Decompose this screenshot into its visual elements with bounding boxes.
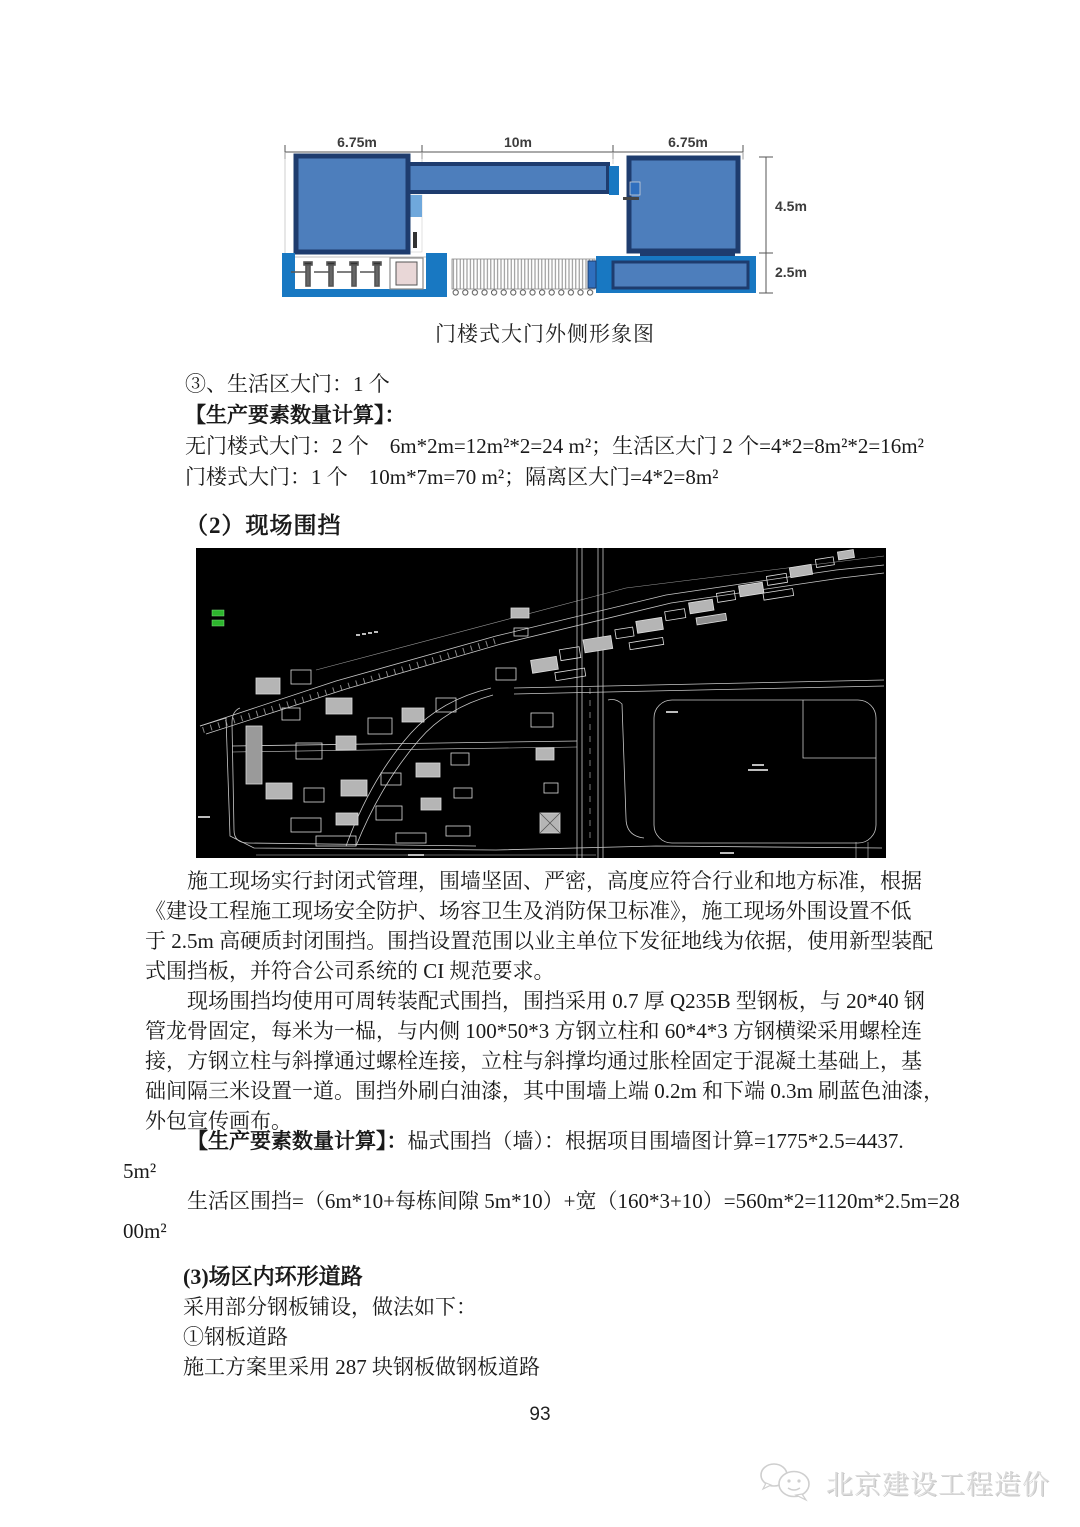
gate-quantity-block (145, 369, 1005, 493)
calc-continuation: 00m² (123, 1219, 167, 1243)
left-billboard (296, 156, 408, 252)
left-lower-base (282, 289, 442, 297)
paragraph-line: 管龙骨固定，每米为一榀，与内侧 100*50*3 方钢立柱和 60*4*3 方钢横梁采用螺栓连 (145, 1019, 922, 1043)
fence-calc-block (123, 1126, 1005, 1246)
fence-para-1 (145, 866, 1005, 986)
calc-line: 生活区围挡=（6m*10+每栋间隙 5m*10）+宽（160*3+10）=560m*2=1120m*2.5m=28 (187, 1189, 960, 1213)
list-item-3: ③、生活区大门：1 个 (185, 372, 390, 396)
fence-para-2 (145, 986, 1005, 1136)
dim-label-lower-height: 2.5m (775, 264, 807, 280)
dim-label-middle-width: 10m (503, 134, 533, 150)
small-sign (630, 182, 640, 195)
dim-label-left-width: 6.75m (337, 134, 377, 150)
calc-title: 【生产要素数量计算】： (187, 1129, 408, 1153)
watermark-text: 北京建设工程造价 (826, 1469, 1050, 1500)
paragraph-line: 外包宣传画布。 (145, 1109, 292, 1133)
dim-label-right-width: 6.75m (668, 134, 708, 150)
figure-caption: 门楼式大门外侧形象图 (435, 322, 655, 346)
gate-opening-sky (409, 195, 422, 217)
gate-elevation-drawing (280, 128, 810, 310)
paragraph-line: 础间隔三米设置一道。围挡外刷白油漆，其中围墙上端 0.2m 和下端 0.3m 刷蓝色油漆， (145, 1079, 945, 1103)
gate-wheels (452, 288, 595, 297)
paragraph-line: 式围挡板，并符合公司系统的 CI 规范要求。 (145, 959, 555, 983)
gate-beam-endcap (609, 166, 619, 195)
gate-opening-figure (413, 232, 417, 248)
watermark (758, 1458, 1050, 1506)
gate-end-post (588, 261, 596, 288)
paragraph-line: 采用部分钢板铺设，做法如下： (183, 1295, 477, 1319)
paragraph-line: ①钢板道路 (183, 1325, 288, 1349)
paragraph-line: 施工现场实行封闭式管理，围墙坚固、严密，高度应符合行业和地方标准，根据 (187, 869, 922, 893)
calc-line: 门楼式大门：1 个 10m*7m=70 m²；隔离区大门=4*2=8m² (185, 465, 719, 489)
site-plan-drawing (196, 548, 886, 858)
calc-line (145, 1126, 1005, 1156)
paragraph-line: 接，方钢立柱与斜撑通过螺栓连接，立柱与斜撑均通过胀栓固定于混凝土基础上，基 (145, 1049, 922, 1073)
paragraph-line: 《建设工程施工现场安全防护、场容卫生及消防保卫标准》，施工现场外围设置不低 (145, 899, 912, 923)
small-sign-marks (623, 197, 639, 200)
mid-pillar (426, 253, 447, 297)
right-billboard (629, 158, 738, 251)
paragraph-line: 施工方案里采用 287 块钢板做钢板道路 (183, 1355, 540, 1379)
road-section-block (145, 1262, 1005, 1382)
retractable-gate (452, 259, 595, 289)
page-number: 93 (529, 1404, 551, 1425)
gate-beam (408, 164, 608, 192)
dim-label-upper-height: 4.5m (775, 198, 807, 214)
calc-expression: 榀式围挡（墙）：根据项目围墙图计算=1775*2.5=4437. (407, 1129, 904, 1153)
fence-heading-block (145, 512, 1005, 540)
calc-title: 【生产要素数量计算】： (185, 403, 406, 427)
paragraph-line: 于 2.5m 高硬质封闭围挡。围挡设置范围以业主单位下发征地线为依据，使用新型装配 (145, 929, 934, 953)
gate-elevation-figure (280, 128, 810, 310)
calc-continuation: 5m² (123, 1159, 157, 1183)
turnstiles (291, 262, 381, 286)
calc-line: 无门楼式大门：2 个 6m*2m=12m²*2=24 m²；生活区大门 2 个=4*2=8m²*2=16m² (185, 434, 924, 458)
paragraph-line: 现场围挡均使用可周转装配式围挡，围挡采用 0.7 厚 Q235B 型钢板，与 20*40 钢 (187, 989, 925, 1013)
wechat-icon (758, 1458, 818, 1506)
section-2-heading: （2）现场围挡 (185, 513, 342, 538)
right-lower-panel (613, 262, 748, 288)
section-3-heading: (3)场区内环形道路 (183, 1264, 363, 1289)
guard-booth-window (396, 262, 417, 285)
site-plan-figure (196, 548, 886, 858)
